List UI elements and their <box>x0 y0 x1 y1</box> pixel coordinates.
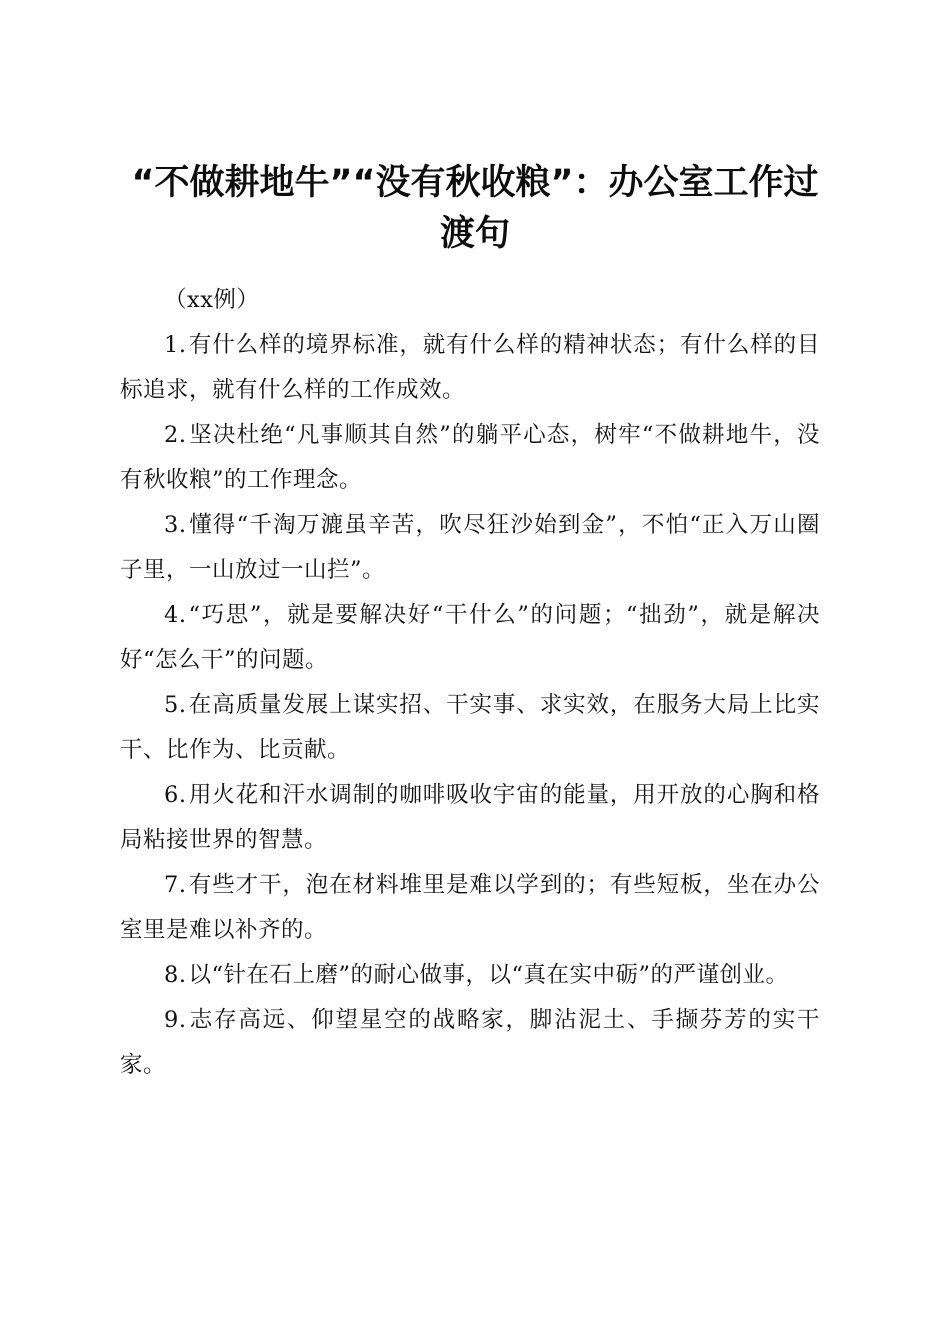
item-text: 用火花和汗水调制的咖啡吸收宇宙的能量，用开放的心胸和格局粘接世界的智慧。 <box>120 782 820 853</box>
list-item <box>120 503 820 593</box>
list-item <box>120 998 820 1088</box>
item-text: 以“针在石上磨”的耐心做事，以“真在实中砺”的严谨创业。 <box>188 962 789 988</box>
item-text: 懂得“千淘万漉虽辛苦，吹尽狂沙始到金”，不怕“正入万山圈子里，一山放过一山拦”。 <box>120 512 820 583</box>
list-item <box>120 593 820 683</box>
document-body <box>120 278 820 1088</box>
item-number: 8. <box>164 962 187 988</box>
document-title: “不做耕地牛”“没有秋收粮”：办公室工作过渡句 <box>131 163 819 255</box>
item-number: 6. <box>164 782 187 808</box>
item-number: 2. <box>164 422 187 448</box>
item-text: 在高质量发展上谋实招、干实事、求实效，在服务大局上比实干、比作为、比贡献。 <box>120 692 820 763</box>
item-text: 坚决杜绝“凡事顺其自然”的躺平心态，树牢“不做耕地牛，没有秋收粮”的工作理念。 <box>120 422 820 493</box>
list-item <box>120 323 820 413</box>
list-item <box>120 773 820 863</box>
item-text: “巧思”，就是要解决好“干什么”的问题；“拙劲”，就是解决好“怎么干”的问题。 <box>120 602 820 673</box>
list-item <box>120 413 820 503</box>
item-text: 有些才干，泡在材料堆里是难以学到的；有些短板，坐在办公室里是难以补齐的。 <box>120 872 820 943</box>
item-number: 5. <box>164 692 187 718</box>
item-number: 9. <box>164 1007 187 1033</box>
item-text: 志存高远、仰望星空的战略家，脚沾泥土、手撷芬芳的实干家。 <box>120 1007 820 1078</box>
list-item <box>120 953 820 998</box>
list-item <box>120 683 820 773</box>
item-text: 有什么样的境界标准，就有什么样的精神状态；有什么样的目标追求，就有什么样的工作成效。 <box>120 332 820 403</box>
count-note: （xx例） <box>164 287 260 313</box>
item-number: 1. <box>164 332 187 358</box>
item-number: 7. <box>164 872 187 898</box>
list-item <box>120 863 820 953</box>
item-number: 3. <box>164 512 187 538</box>
item-number: 4. <box>164 602 187 628</box>
